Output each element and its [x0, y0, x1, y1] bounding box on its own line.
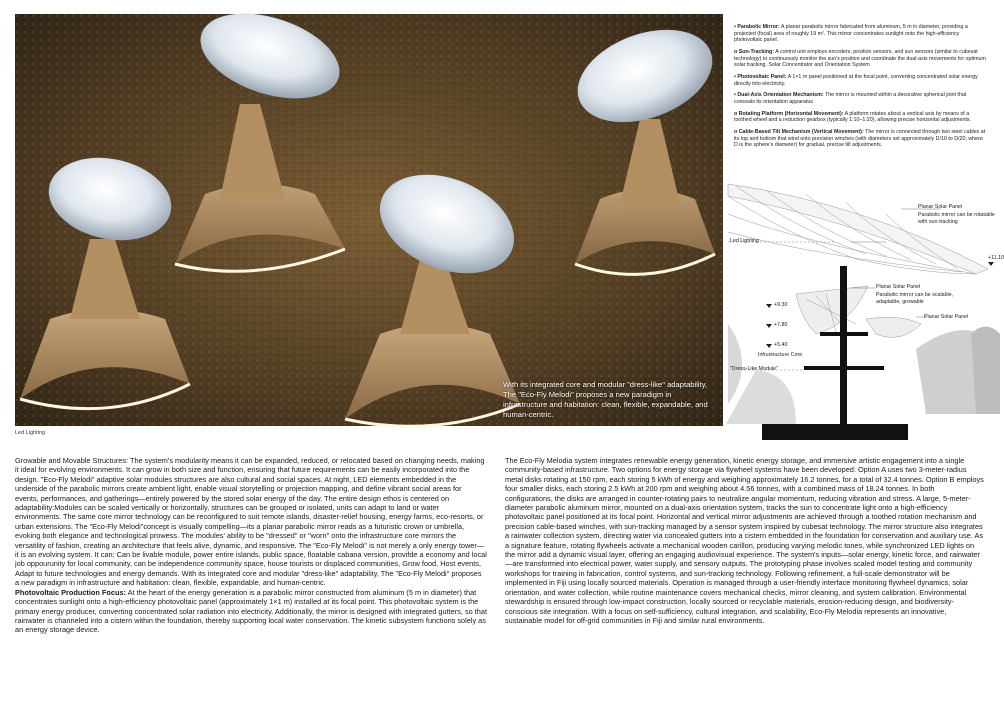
section-diagram — [726, 174, 1004, 444]
spec-item — [734, 24, 986, 44]
diagram-label-panel-3: Planar Solar Panel — [924, 314, 969, 320]
diagram-label-core: Infrustructure Core — [758, 352, 803, 358]
spec-text: The mirror is mounted within a decorative spherical joint that conceals its orientation apparatus — [734, 92, 967, 105]
spec-item — [734, 74, 986, 87]
diagram-label-scalable: Parabolic mirror can be scalable, adaptable, growable — [876, 292, 954, 305]
mirror-third — [866, 317, 921, 337]
diagram-label-panel-1: Planar Solar Panel — [918, 204, 963, 210]
spec-text: A platform rotates about a vertical axis by means of a toothed wheel and a reduction gearbox (typically 1:10–1:20), allowing precise horizontal adjustments. — [734, 110, 972, 124]
spec-text: A control unit employs encoders, position sensors, and sun sensors (similar to cubesat technology) to continuously monitor the sun's position and coordinate the dual-axis movements for optimum solar tracking. Solar Concentrator and Orientation System — [734, 48, 986, 69]
diagram-label-rotatable: Parabolic mirror can be rotatable with sun-tracking — [918, 212, 995, 225]
hero-render — [15, 14, 723, 426]
level-marker: +7.80 — [774, 322, 788, 328]
body-paragraph — [15, 588, 487, 635]
spec-title: • Dual-Axis Orientation Mechanism: — [734, 92, 824, 99]
hero-label: Led Lighting — [15, 430, 45, 436]
spec-title: o Rotating Platform (Horizontal Movement): — [734, 110, 844, 117]
diagram-label-module: "Dress-Like Module" — [730, 366, 778, 372]
foundation — [762, 424, 908, 440]
body-column-right — [505, 456, 984, 625]
spec-title: o Cable-Based Tilt Mechanism (Vertical Movement): — [734, 129, 864, 136]
spec-text: The mirror is connected through two steel cables at its top and bottom that wind onto precision winches (with diameters set approximately D/10 to D/20, where D is the sphere's diameter) for gradual, precise tilt adjustments. — [734, 129, 986, 149]
spec-title: • Photovoltaic Panel: — [734, 73, 787, 80]
level-marker: +9.30 — [774, 302, 788, 308]
hero-illustration — [15, 14, 723, 426]
spec-text: A planar parabolic mirror fabricated from aluminum, 5 m in diameter, providing a projected (focal) area of roughly 19 m². This mirror concentrates sunlight onto the high-efficiency photovoltaic panel. — [734, 24, 968, 44]
mirror-small — [796, 286, 868, 334]
diagram-label-panel-2: Planar Solar Panel — [876, 284, 921, 290]
spec-text: A 1×1 m panel positioned at the focal point, converting concentrated solar energy directly into electricity. — [734, 73, 978, 87]
spec-item — [734, 129, 986, 149]
spec-title: • Parabolic Mirror: — [734, 24, 780, 30]
spec-item — [734, 49, 986, 69]
spec-item — [734, 92, 986, 105]
body-column-left — [15, 456, 487, 635]
mirror-wireframe — [728, 184, 988, 274]
body-paragraph: The Eco-Fly Melodia system integrates renewable energy generation, kinetic energy storage, and immersive artistic engagement into a single community-based infrastructure. Two options for energy storage via flywheel systems have been developed: Option A uses two 3-meter-radius metal disks rotating at 150 rpm, each storing 5 kWh of energy and weighing approximately 16.2 tonnes, for a total of 32.4 tonnes. Option B employs four smaller disks, each storing 2.5 kWh at 200 rpm and weighing about 4.56 tonnes, with a combined mass of 18.24 tonnes. In both configurations, the disks are arranged in counter-rotating pairs to neutralize angular momentum, reducing vibration and stress. A large, 5-meter-diameter parabolic aluminum mirror, mounted on a dual-axis orientation system, tracks the sun to concentrate light onto a high-efficiency photovoltaic panel positioned at its focal point. Horizontal and vertical mirror adjustments are achieved through a toothed rotation mechanism and precision cable-based winches, with sun-tracking managed by a sensor system inspired by cubesat technology. The mirror structure also integrates a rainwater collection system, directing water via concealed gutters into a cistern embedded in the foundation for conservation and auxiliary use. As a signature feature, rotating flywheels activate a mechanical wooden carillon, producing varying melodic tones, while synchronized LED lights on the mirror add a dynamic visual layer, offering an engaging audiovisual experience. The system's inputs—solar energy, kinetic force, and rainwater—are transformed into electrical power, water supply, and sensory outputs. The prototyping phase involves scaled model testing and community workshops for training in fabrication, control systems, and sun-tracking technology. Following refinement, a full-scale demonstrator will be implemented in Fiji using locally sourced materials. Operation is managed through a user-friendly interface monitoring flywheel dynamics, solar orientation, and water collection, while routine maintenance covers mechanical checks, mirror cleaning, and system calibration. Environmental stewardship is ensured through low-impact construction, locally sourced or recyclable materials, erosion-reducing design, and biodiversity-conscious site integration. With a focus on self-sufficiency, cultural integration, and scalability, Eco-Fly Melodia represents an innovative, sustainable model for off-grid communities in Fiji and similar rural environments. — [505, 456, 984, 625]
spec-list — [734, 24, 986, 154]
body-text: At the heart of the energy generation is a parabolic mirror constructed from aluminum (5 m in diameter) that concentrates sunlight onto a high-efficiency photovoltaic panel (approximately 1×1 m) installed at its focal point. This photovoltaic system is the primary energy producer, converting concentrated solar radiation into electricity. Additionally, the mirror is designed with integrated gutters, so that rainwater is channeled into a cistern within the foundation, thereby supporting local water conservation. The kinetic subsystem functions solely as an energy storage device. — [15, 587, 488, 635]
level-marker: +5.40 — [774, 342, 788, 348]
hero-caption: With its integrated core and modular "dress-like" adaptability, The "Eco-Fly Melodi" proposes a new paradigm in infrastructure and habitation: clean, flexible, expandable, and human-centric. — [503, 380, 708, 419]
body-paragraph: Growable and Movable Structures: The system's modularity means it can be expanded, reduced, or relocated based on changing needs, making it ideal for evolving environments. It can grow in both size and function, ensuring that future requirements can be easily incorporated into the design. "Eco-Fly Melodi" adaptive solar modules structures are also cultural and social spaces. At night, LED elements embedded in the underside of the parabolic mirrors create ambient light, enable visual storytelling or projection mapping, and define vibrant social areas for events, performances, and gatherings—entirely powered by the stored solar energy of the day. The entire design ethos is centered on adaptability:Modules can be scaled vertically or horizontally, structures can be grouped or isolated, units can adapt to land or water environments. The same core mirror technology can be reconfigured to suit remote islands, disaster-relief housing, energy farms, eco-resorts, or urban extensions. The "Eco-Fly Melodi"concept is visually compelling—its a planar parabolic mirror reads as a futuristic crown or umbrella, evoking both elegance and technological prowess. The modules' ability to be "dressed" or "worn" onto the infrastructure core mirrors the versatility of fashion, creating an architecture that feels alive, dynamic, and responsive. The "Eco-Fly Melodi" is not merely a only energy tower—it is an evolving system. It can: Can be livable module, power entire islands, public space, floatable cabana version, provifde a economy and local job oppourunity for local community, can be independence community space, house tourists or displaced communities, Grow food, Host events, Adapt to future technologies and energy demands. With its integrated core and modular "dress-like" adaptability, The "Eco-Fly Melodi" proposes a new paradigm in infrastructure and habitation: clean, flexible, expandable, and human-centric. — [15, 456, 487, 588]
spec-item — [734, 111, 986, 124]
core-mast — [840, 266, 847, 432]
diagram-label-led: Led Lighting — [730, 238, 759, 244]
level-marker: +11.10 — [988, 255, 1004, 261]
spec-title: o Sun-Tracking: — [734, 48, 775, 55]
section-heading: Photovoltaic Production Focus: — [15, 587, 126, 597]
